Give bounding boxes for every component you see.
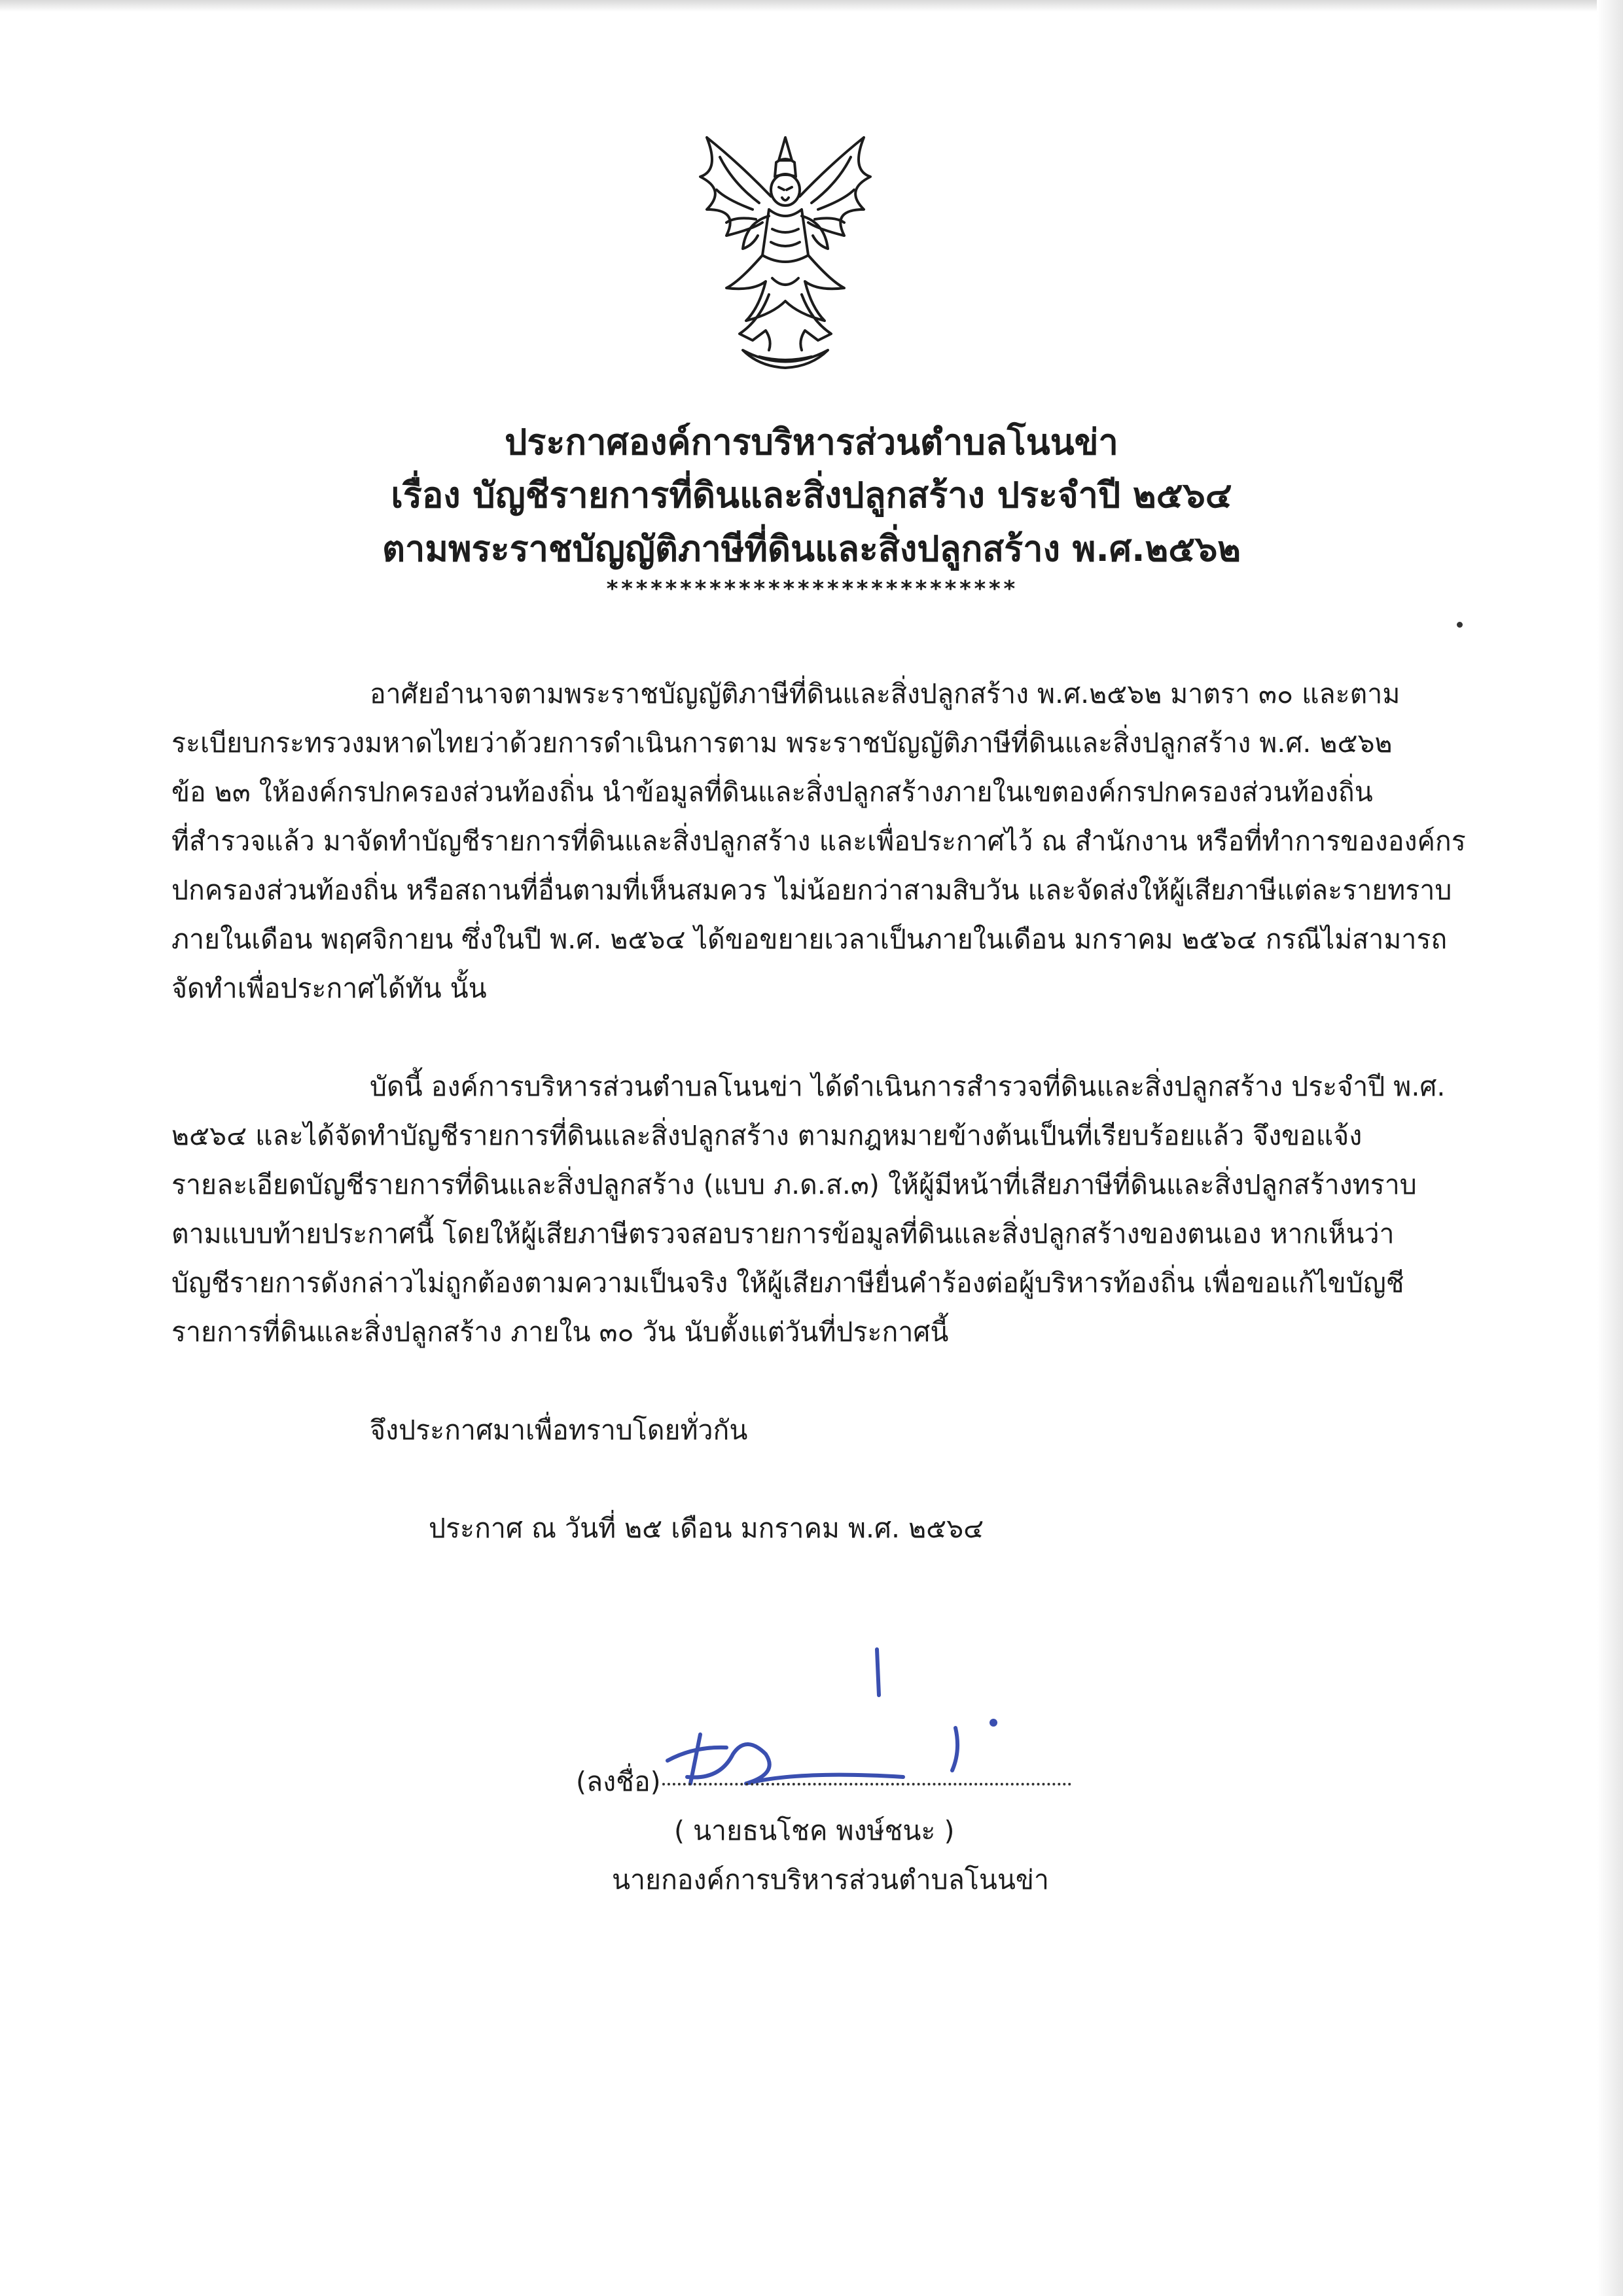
title-divider: **************************** — [605, 576, 1018, 602]
handwritten-signature-icon — [628, 1636, 1034, 1806]
text-line: รายการที่ดินและสิ่งปลูกสร้าง ภายใน ๓๐ วัน นับตั้งแต่วันที่ประกาศนี้ — [171, 1316, 949, 1348]
closing-statement: จึงประกาศมาเพื่อทราบโดยทั่วกัน — [370, 1414, 748, 1446]
scan-speck — [1457, 622, 1463, 628]
text-line: ตามแบบท้ายประกาศนี้ โดยให้ผู้เสียภาษีตรวจสอบรายการข้อมูลที่ดินและสิ่งปลูกสร้างของตนเอง หากเห็นว่า — [171, 1218, 1395, 1249]
subject-line-law: ตามพระราชบัญญัติภาษีที่ดินและสิ่งปลูกสร้าง พ.ศ.๒๕๖๒ — [382, 528, 1241, 569]
announcement-title: ประกาศองค์การบริหารส่วนตำบลโนนข่า — [505, 422, 1118, 463]
scan-edge-top — [0, 0, 1623, 12]
signatory-name: ( นายธนโชค พงษ์ชนะ ) — [674, 1815, 955, 1846]
announcement-date: ประกาศ ณ วันที่ ๒๕ เดือน มกราคม พ.ศ. ๒๕๖๔ — [429, 1513, 984, 1544]
text-line: อาศัยอำนาจตามพระราชบัญญัติภาษีที่ดินและสิ่งปลูกสร้าง พ.ศ.๒๕๖๒ มาตรา ๓๐ และตาม — [370, 678, 1400, 709]
text-line: ภายในเดือน พฤศจิกายน ซึ่งในปี พ.ศ. ๒๕๖๔ ได้ขอขยายเวลาเป็นภายในเดือน มกราคม ๒๕๖๔ กรณีไม่สามารถ — [171, 924, 1448, 955]
text-line: จัดทำเพื่อประกาศได้ทัน นั้น — [171, 973, 487, 1004]
text-line: ปกครองส่วนท้องถิ่น หรือสถานที่อื่นตามที่เห็นสมควร ไม่น้อยกว่าสามสิบวัน และจัดส่งให้ผู้เสียภาษีแต่ละรายทราบ — [171, 874, 1452, 906]
scan-edge-right — [1597, 0, 1623, 2296]
text-line: ระเบียบกระทรวงมหาดไทยว่าด้วยการดำเนินการตาม พระราชบัญญัติภาษีที่ดินและสิ่งปลูกสร้าง พ.ศ. ๒๕๖๒ — [171, 727, 1393, 759]
text-line: บัญชีรายการดังกล่าวไม่ถูกต้องตามความเป็นจริง ให้ผู้เสียภาษียื่นคำร้องต่อผู้บริหารท้องถิ่น เพื่อขอแก้ไขบัญชี — [171, 1267, 1404, 1299]
text-line: รายละเอียดบัญชีรายการที่ดินและสิ่งปลูกสร้าง (แบบ ภ.ด.ส.๓) ให้ผู้มีหน้าที่เสียภาษีที่ดินและสิ่งปลูกสร้างทราบ — [171, 1169, 1417, 1200]
signatory-position: นายกองค์การบริหารส่วนตำบลโนนข่า — [612, 1864, 1049, 1895]
text-line: บัดนี้ องค์การบริหารส่วนตำบลโนนข่า ได้ดำเนินการสำรวจที่ดินและสิ่งปลูกสร้าง ประจำปี พ.ศ. — [370, 1071, 1446, 1102]
text-line: ข้อ ๒๓ ให้องค์กรปกครองส่วนท้องถิ่น นำข้อมูลที่ดินและสิ่งปลูกสร้างภายในเขตองค์กรปกครองส่วนท้องถิ่น — [171, 776, 1373, 808]
text-line: ๒๕๖๔ และได้จัดทำบัญชีรายการที่ดินและสิ่งปลูกสร้าง ตามกฎหมายข้างต้นเป็นที่เรียบร้อยแล้ว จึงขอแจ้ง — [171, 1120, 1363, 1151]
text-line: ที่สำรวจแล้ว มาจัดทำบัญชีรายการที่ดินและสิ่งปลูกสร้าง และเพื่อประกาศไว้ ณ สำนักงาน หรือที่ทำการขององค์กร — [171, 825, 1466, 857]
subject-line: เรื่อง บัญชีรายการที่ดินและสิ่งปลูกสร้าง ประจำปี ๒๕๖๔ — [391, 475, 1232, 516]
signature-dotted-line — [662, 1783, 1071, 1785]
garuda-emblem-icon — [681, 124, 890, 380]
signature-label: (ลงชื่อ) — [576, 1766, 661, 1797]
